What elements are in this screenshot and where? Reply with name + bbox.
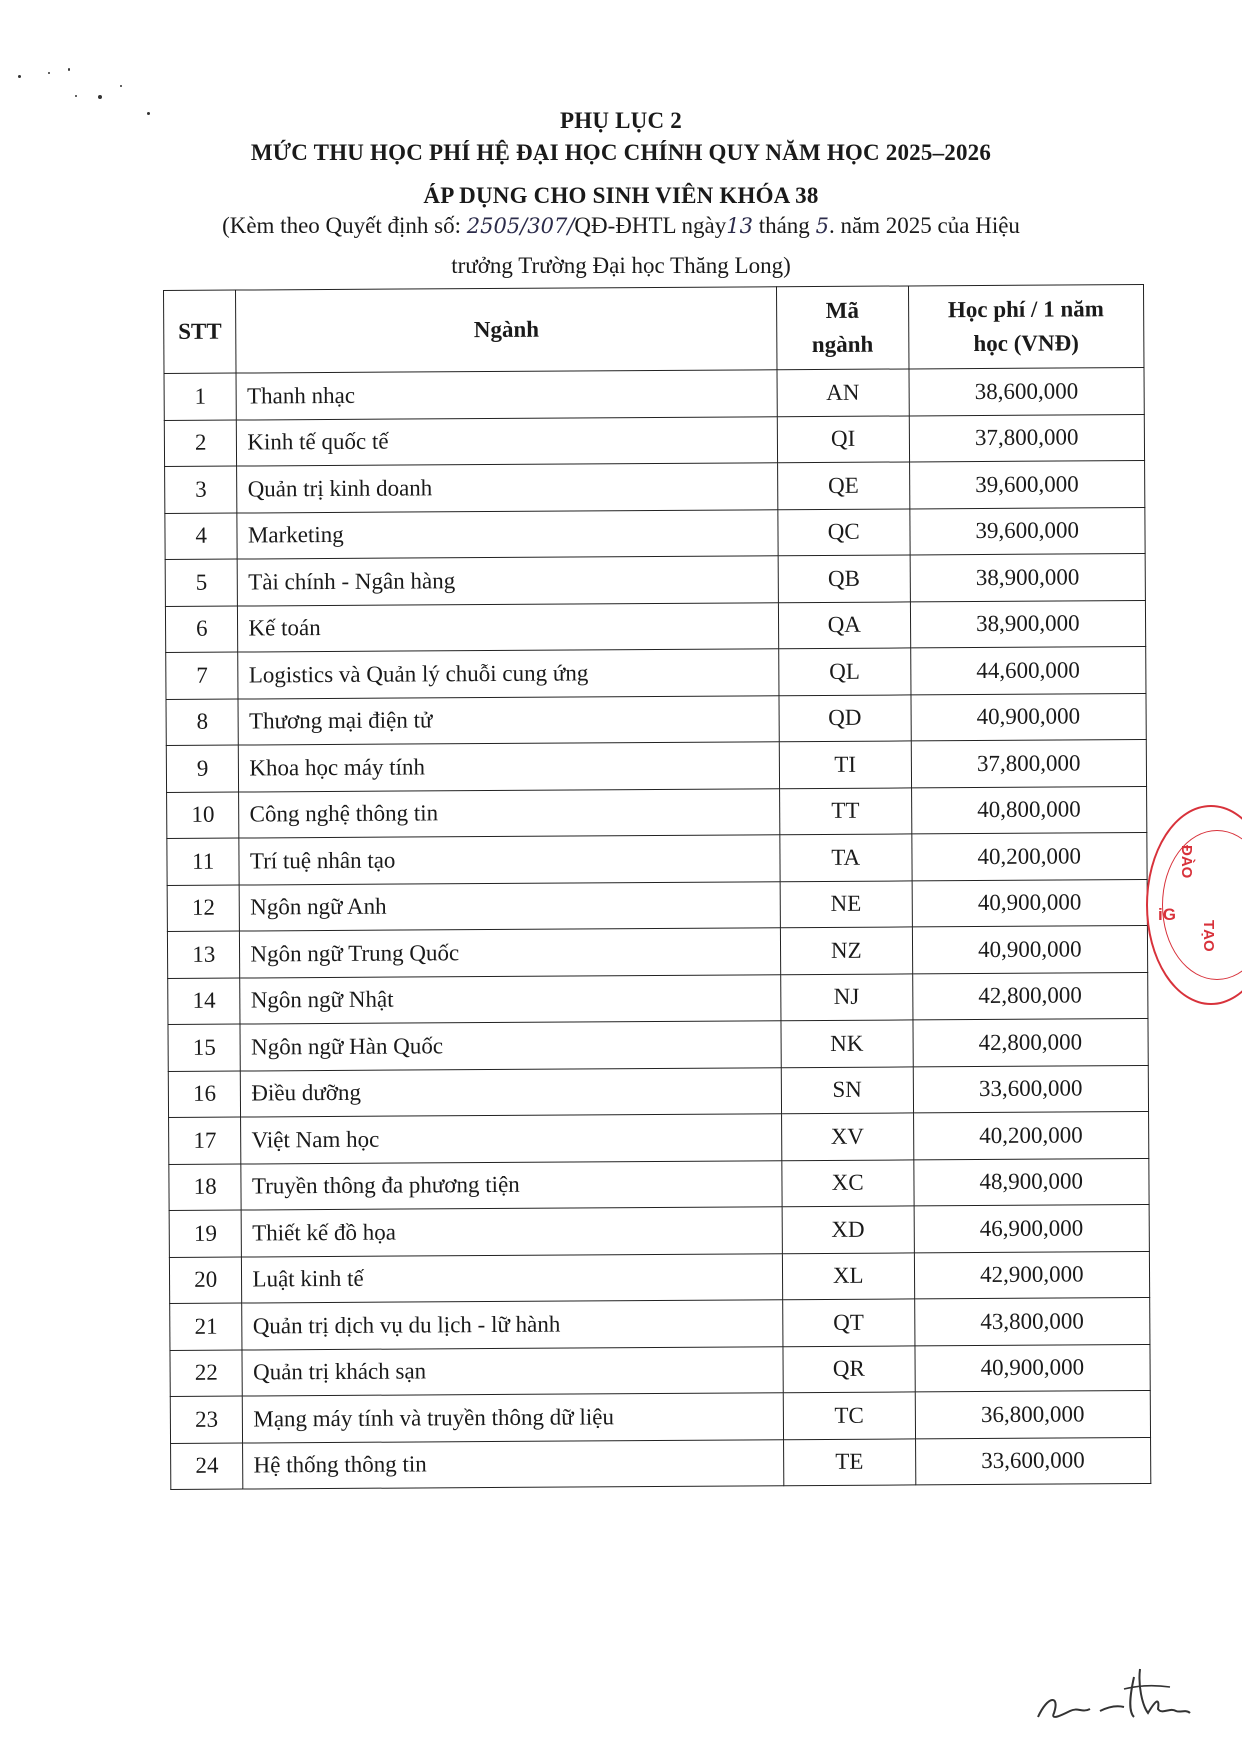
decision-day: 13 — [726, 214, 753, 238]
cell-major-name: Truyền thông đa phương tiện — [241, 1160, 782, 1210]
cell-major-code: XC — [782, 1159, 914, 1206]
cell-major-code: XV — [781, 1113, 913, 1160]
cell-major-name: Thương mại điện tử — [238, 695, 779, 745]
document-title-line1: MỨC THU HỌC PHÍ HỆ ĐẠI HỌC CHÍNH QUY NĂM HỌC 2025–2026 — [250, 140, 992, 165]
cell-major-code: TC — [783, 1392, 915, 1439]
decision-suffix: . năm 2025 của Hiệu — [828, 213, 1020, 238]
table-row — [166, 693, 1146, 745]
cell-stt: 16 — [168, 1071, 241, 1118]
cell-stt: 11 — [167, 838, 240, 885]
cell-stt: 7 — [166, 652, 239, 699]
cell-fee: 48,900,000 — [913, 1158, 1149, 1206]
cell-stt: 10 — [167, 792, 240, 839]
cell-fee: 43,800,000 — [914, 1297, 1150, 1345]
cell-major-name: Logistics và Quản lý chuỗi cung ứng — [238, 649, 779, 699]
cell-major-name: Quản trị dịch vụ du lịch - lữ hành — [242, 1300, 783, 1350]
cell-major-name: Kế toán — [238, 602, 779, 652]
cell-fee: 44,600,000 — [910, 647, 1146, 695]
stamp-text-mid: iG — [1158, 905, 1176, 924]
table-row — [164, 414, 1144, 466]
cell-stt: 3 — [165, 466, 238, 513]
cell-major-name: Công nghệ thông tin — [239, 788, 780, 838]
cell-stt: 6 — [165, 606, 238, 653]
table-header-row — [164, 285, 1144, 374]
table-row — [169, 1111, 1149, 1163]
cell-stt: 2 — [164, 420, 237, 467]
table-row — [166, 647, 1146, 699]
cell-stt: 1 — [164, 373, 237, 420]
cell-stt: 22 — [170, 1350, 243, 1397]
header-code-line2: ngành — [811, 331, 874, 358]
cell-major-code: TA — [780, 834, 912, 881]
header-code — [776, 286, 908, 370]
cell-major-name: Thanh nhạc — [236, 370, 777, 420]
table-row — [167, 879, 1147, 931]
cell-major-code: TI — [779, 741, 911, 788]
cell-major-code: QE — [777, 462, 909, 509]
cell-major-code: QI — [777, 415, 909, 462]
cell-fee: 36,800,000 — [915, 1390, 1151, 1438]
cell-major-name: Ngôn ngữ Trung Quốc — [240, 928, 781, 978]
cell-stt: 13 — [167, 931, 240, 978]
cell-major-code: TT — [779, 787, 911, 834]
cell-major-name: Kinh tế quốc tế — [237, 416, 778, 466]
cell-stt: 5 — [165, 559, 238, 606]
cell-stt: 24 — [171, 1443, 244, 1490]
cell-major-name: Luật kinh tế — [242, 1253, 783, 1303]
cell-stt: 8 — [166, 699, 239, 746]
cell-fee: 33,600,000 — [915, 1437, 1151, 1485]
cell-stt: 17 — [169, 1117, 242, 1164]
cell-major-name: Ngôn ngữ Nhật — [240, 974, 781, 1024]
cell-major-code: NZ — [780, 927, 912, 974]
table-row — [170, 1390, 1150, 1442]
cell-major-name: Việt Nam học — [241, 1114, 782, 1164]
cell-major-code: QA — [778, 601, 910, 648]
cell-major-code: XD — [782, 1206, 914, 1253]
cell-stt: 15 — [168, 1024, 241, 1071]
cell-fee: 42,900,000 — [914, 1251, 1150, 1299]
header-code-line1: Mã — [825, 297, 860, 323]
cell-major-code: NK — [781, 1020, 913, 1067]
cell-major-name: Quản trị khách sạn — [242, 1346, 783, 1396]
decision-month: 5 — [815, 214, 829, 238]
cell-fee: 40,900,000 — [912, 925, 1148, 973]
cell-major-code: QR — [783, 1345, 915, 1392]
cell-major-code: SN — [781, 1066, 913, 1113]
cell-fee: 40,800,000 — [911, 786, 1147, 834]
stamp-text-top: ĐÀO — [1178, 845, 1195, 879]
tuition-fee-table — [163, 284, 1151, 1490]
table-row — [167, 786, 1147, 838]
cell-major-code: NJ — [781, 973, 913, 1020]
header-major: Ngành — [236, 287, 777, 373]
table-row — [169, 1204, 1149, 1256]
cell-major-name: Thiết kế đồ họa — [242, 1207, 783, 1257]
cell-fee: 40,200,000 — [911, 833, 1147, 881]
cell-fee: 40,900,000 — [912, 879, 1148, 927]
table-row — [165, 507, 1145, 559]
cell-major-code: QB — [778, 555, 910, 602]
table-row — [165, 600, 1145, 652]
cell-major-name: Trí tuệ nhân tạo — [239, 835, 780, 885]
table-row — [164, 368, 1144, 420]
table-row — [165, 554, 1145, 606]
decision-middle: QĐ-ĐHTL ngày — [574, 213, 727, 238]
table-row — [165, 461, 1145, 513]
cell-fee: 40,200,000 — [913, 1111, 1149, 1159]
table-row — [168, 1018, 1148, 1070]
cell-fee: 39,600,000 — [909, 461, 1145, 509]
cell-fee: 33,600,000 — [913, 1065, 1149, 1113]
cell-major-code: NE — [780, 880, 912, 927]
cell-stt: 12 — [167, 885, 240, 932]
cell-stt: 21 — [170, 1303, 243, 1350]
cell-major-name: Quản trị kinh doanh — [237, 463, 778, 513]
signature-icon — [1030, 1655, 1210, 1740]
cell-stt: 19 — [169, 1210, 242, 1257]
table-body — [164, 368, 1151, 1490]
cell-major-code: QD — [779, 694, 911, 741]
decision-reference — [0, 213, 1242, 239]
table-row — [168, 1065, 1148, 1117]
cell-major-name: Mạng máy tính và truyền thông dữ liệu — [243, 1393, 784, 1443]
header-fee — [908, 285, 1144, 369]
table-row — [170, 1297, 1150, 1349]
table-row — [169, 1158, 1149, 1210]
cell-stt: 9 — [166, 745, 239, 792]
cell-stt: 18 — [169, 1164, 242, 1211]
cell-stt: 20 — [169, 1257, 242, 1304]
table-row — [169, 1251, 1149, 1303]
table-row — [167, 925, 1147, 977]
cell-major-code: QL — [779, 648, 911, 695]
cell-fee: 40,900,000 — [914, 1344, 1150, 1392]
cell-fee: 38,900,000 — [910, 600, 1146, 648]
cell-major-name: Marketing — [237, 509, 778, 559]
decision-reference-line2: trưởng Trường Đại học Thăng Long) — [451, 253, 791, 278]
cell-fee: 38,600,000 — [909, 368, 1145, 416]
cell-major-code: TE — [783, 1438, 915, 1485]
cell-major-code: XL — [782, 1252, 914, 1299]
cell-fee: 42,800,000 — [912, 972, 1148, 1020]
header-stt: STT — [164, 290, 237, 373]
cell-major-code: QC — [778, 508, 910, 555]
decision-number: 2505/307/ — [466, 214, 575, 238]
table-row — [168, 972, 1148, 1024]
cell-major-name: Hệ thống thông tin — [243, 1439, 784, 1489]
table-row — [170, 1344, 1150, 1396]
cell-major-name: Khoa học máy tính — [239, 742, 780, 792]
table-row — [167, 833, 1147, 885]
header-fee-line1: Học phí / 1 năm — [947, 296, 1104, 323]
cell-major-code: QT — [783, 1299, 915, 1346]
table-row — [166, 740, 1146, 792]
cell-major-code: AN — [777, 369, 909, 416]
cell-major-name: Ngôn ngữ Anh — [240, 881, 781, 931]
cell-fee: 37,800,000 — [909, 414, 1145, 462]
cell-major-name: Điều dưỡng — [241, 1067, 782, 1117]
table-row — [171, 1437, 1151, 1489]
cell-fee: 40,900,000 — [911, 693, 1147, 741]
header-fee-line2: học (VNĐ) — [973, 330, 1079, 357]
document-title-line2: ÁP DỤNG CHO SINH VIÊN KHÓA 38 — [423, 183, 819, 208]
cell-major-name: Tài chính - Ngân hàng — [238, 556, 779, 606]
decision-prefix: (Kèm theo Quyết định số: — [222, 213, 467, 238]
cell-stt: 23 — [170, 1396, 243, 1443]
cell-stt: 14 — [168, 978, 241, 1025]
cell-fee: 38,900,000 — [910, 554, 1146, 602]
cell-fee: 39,600,000 — [909, 507, 1145, 555]
appendix-title: PHỤ LỤC 2 — [560, 108, 682, 133]
stamp-text-right: TẠO — [1200, 920, 1217, 952]
cell-major-name: Ngôn ngữ Hàn Quốc — [240, 1021, 781, 1071]
cell-fee: 37,800,000 — [911, 740, 1147, 788]
cell-stt: 4 — [165, 513, 238, 560]
decision-month-label: tháng — [752, 213, 816, 238]
cell-fee: 42,800,000 — [913, 1018, 1149, 1066]
cell-fee: 46,900,000 — [914, 1204, 1150, 1252]
